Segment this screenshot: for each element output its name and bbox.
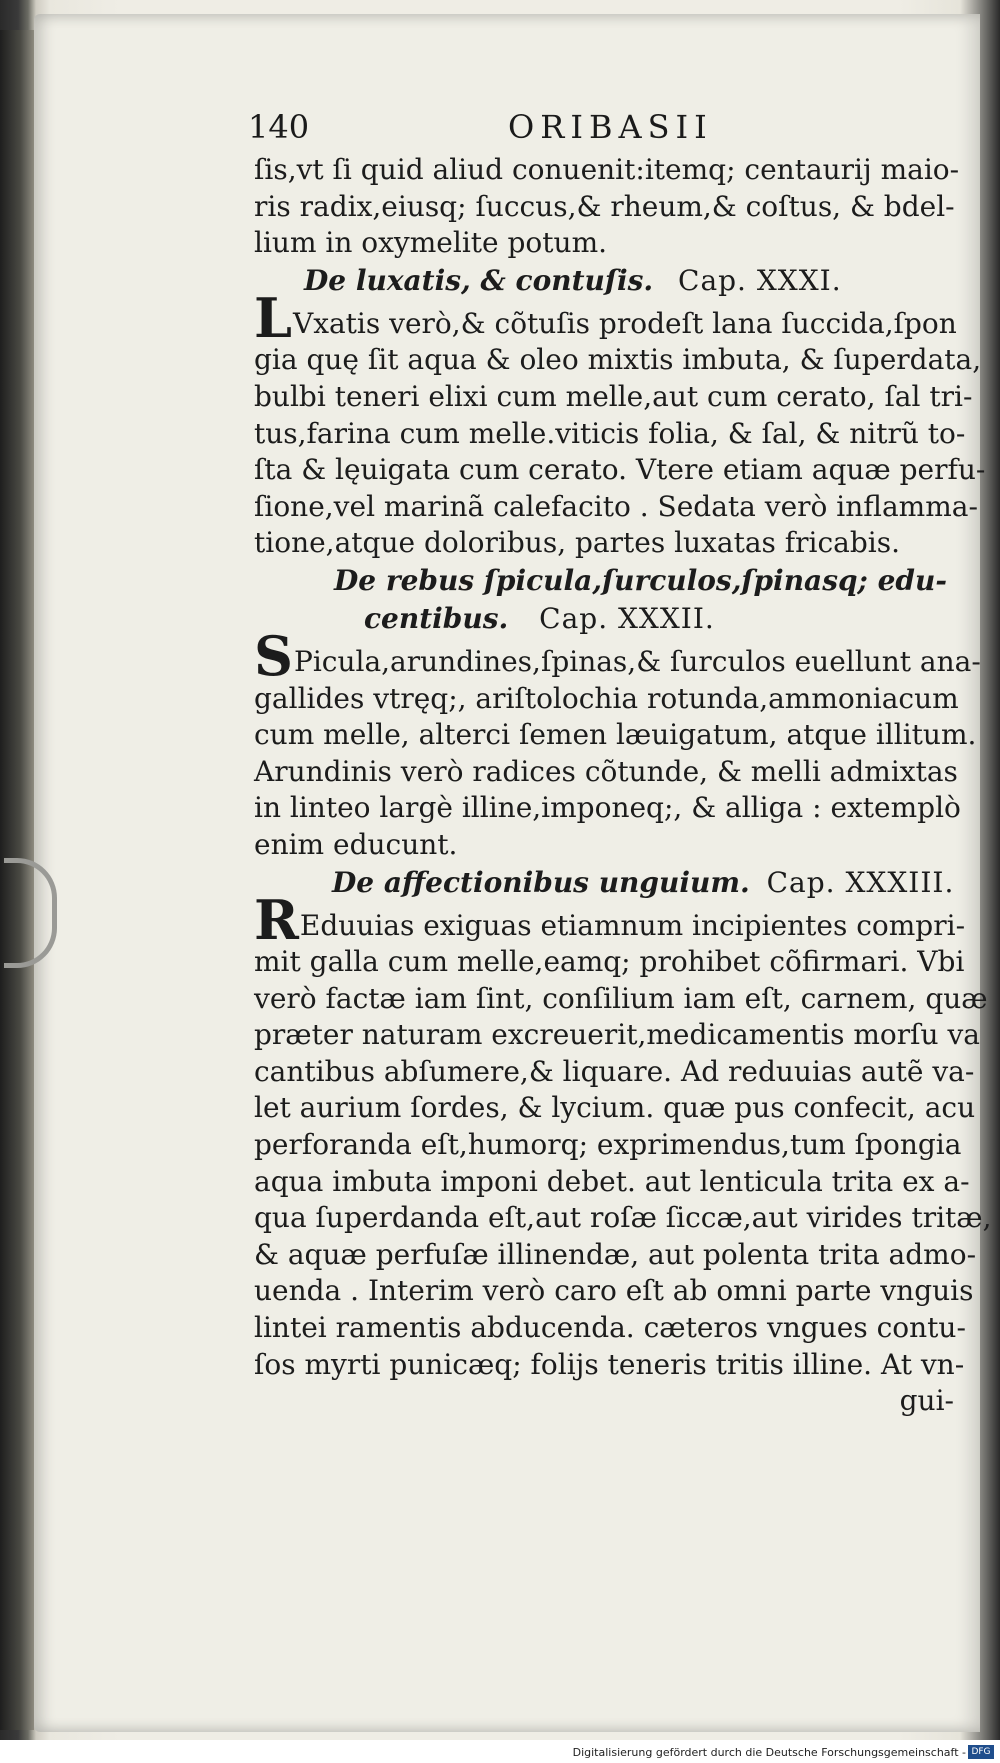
text-line: gallides vtręq;, ariſtolochia rotunda,ammoniacum <box>254 681 959 715</box>
chapter-number: Cap. XXXII. <box>539 601 715 635</box>
drop-capital: L <box>254 285 292 350</box>
first-line-text: Vxatis verò,& cõtuſis prodeſt lana ſuccida,ſpon <box>292 306 957 340</box>
text-line: & aquæ perfuſæ illinendæ, aut polenta trita admo- <box>254 1237 977 1271</box>
text-line: ſis,vt ſi quid aliud conuenit:itemq; centaurij maio- <box>254 153 960 186</box>
running-title: ORIBASII <box>508 108 713 146</box>
drop-capital: S <box>254 623 293 688</box>
page-clip <box>4 858 57 968</box>
text-line: lium in oxymelite potum. <box>254 226 608 260</box>
text-line: tus,farina cum melle.viticis folia, & ſal, & nitrũ to- <box>254 416 966 450</box>
text-line: lintei ramentis abducenda. cæteros vngues contu- <box>254 1311 966 1345</box>
text-line <box>254 285 957 350</box>
chapter-title-cont: centibus. <box>364 601 509 635</box>
digitization-footer <box>0 1742 1000 1763</box>
funding-credit: Digitalisierung gefördert durch die Deutsche Forschungsgemeinschaft - <box>572 1746 966 1759</box>
chapter-title: De rebus ſpicula,ſurculos,ſpinasq; edu- <box>334 563 947 597</box>
text-line: qua ſuperdanda eſt,aut roſæ ſiccæ,aut virides tritæ, <box>254 1201 992 1235</box>
text-line: Arundinis verò radices cõtunde, & melli admixtas <box>254 754 958 788</box>
text-line <box>254 623 981 688</box>
body-text <box>254 152 992 1420</box>
chapter-title: De affectionibus unguium. <box>332 865 750 899</box>
chapter-heading-32-cont <box>254 600 954 638</box>
text-line: præter naturam excreuerit,medicamentis morſu va <box>254 1018 980 1052</box>
chapter-heading-33 <box>254 864 954 902</box>
text-line: bulbi teneri elixi cum melle,aut cum cerato, ſal tri- <box>254 379 973 413</box>
chapter-heading-32 <box>254 562 954 600</box>
catchword: gui- <box>899 1384 954 1418</box>
drop-capital: R <box>254 887 299 952</box>
chapter-number: Cap. XXXIII. <box>766 865 955 899</box>
first-line-text: Eduuias exiguas etiamnum incipientes compri- <box>299 908 966 942</box>
chapter-heading-31 <box>254 262 954 300</box>
text-line: mit galla cum melle,eamq; prohibet cõfirmari. Vbi <box>254 945 965 979</box>
first-line-text: Picula,arundines,ſpinas,& ſurculos euellunt ana- <box>294 644 981 678</box>
text-line: verò factæ iam ſint, conſilium iam eſt, carnem, quæ <box>254 981 988 1015</box>
text-line: uenda . Interim verò caro eſt ab omni parte vnguis <box>254 1274 974 1308</box>
text-line: perforanda eſt,humorq; exprimendus,tum ſpongia <box>254 1128 962 1162</box>
chapter-number: Cap. XXXI. <box>678 263 842 297</box>
text-line: tione,atque doloribus, partes luxatas fricabis. <box>254 526 901 560</box>
text-line: cantibus abſumere,& liquare. Ad reduuias autẽ va- <box>254 1054 975 1088</box>
text-line: enim educunt. <box>254 827 458 861</box>
text-line: ſos myrti punicæq; folijs teneris tritis illine. At vn- <box>254 1347 965 1381</box>
dfg-logo: DFG <box>968 1745 994 1759</box>
text-line: aqua imbuta imponi debet. aut lenticula trita ex a- <box>254 1164 970 1198</box>
page-number: 140 <box>248 108 310 146</box>
chapter-title: De luxatis, & contuſis. <box>304 263 654 297</box>
text-line <box>254 887 966 952</box>
text-line: ſta & lęuigata cum cerato. Vtere etiam aquæ perfu- <box>254 453 986 487</box>
text-line: ſione,vel marinã calefacito . Sedata verò inflamma- <box>254 489 978 523</box>
text-line: in linteo largè illine,imponeq;, & alliga : extemplò <box>254 791 961 825</box>
text-line: gia quę ſit aqua & oleo mixtis imbuta, & ſuperdata, <box>254 343 982 377</box>
text-line: cum melle, alterci ſemen læuigatum, atque illitum. <box>254 718 977 752</box>
text-line: let aurium ſordes, & lycium. quæ pus confecit, acu <box>254 1091 976 1125</box>
text-line: ris radix,eiusq; ſuccus,& rheum,& coſtus, & bdel- <box>254 189 955 223</box>
